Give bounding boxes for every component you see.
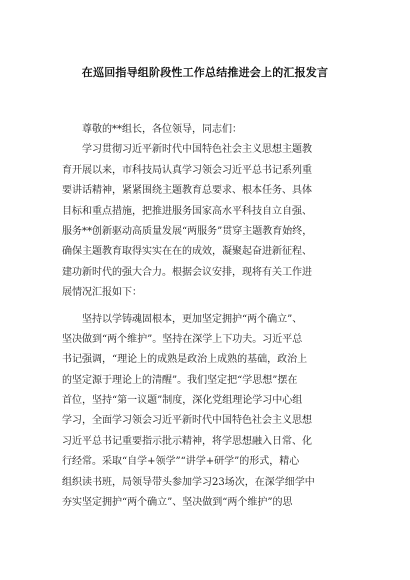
salutation-line: 尊敬的**组长，各位领导，同志们： [82, 124, 242, 135]
study-line-5: 首位，坚持“第一议题”制度，深化党组理论学习中心组 [62, 395, 303, 407]
study-line-10: 夯实坚定拥护“两个确立”、坚决做到“两个维护”的思 [62, 497, 293, 509]
intro-line-3: 要讲话精神，紧紧围绕主题教育总要求、根本任务、具体 [62, 185, 312, 197]
intro-line-2: 育开展以来，市科技局认真学习领会习近平总书记系列重 [62, 164, 312, 176]
study-paragraph [62, 310, 356, 514]
intro-paragraph [62, 140, 356, 303]
study-line-4: 的坚定源于理论上的清醒”。我们坚定把“学思想”摆在 [62, 374, 298, 386]
study-line-2: 坚决做到“两个维护”。坚持在深学上下功夫。习近平总 [62, 333, 303, 345]
intro-line-6: 确保主题教育取得实实在在的成效，凝聚起奋进新征程、 [62, 246, 312, 258]
salutation-paragraph [62, 120, 356, 140]
study-line-1: 坚持以学铸魂固根本，更加坚定拥护“两个确立”、 [82, 313, 303, 325]
intro-line-4: 目标和重点措施，把推进服务国家高水平科技自立自强、 [62, 205, 312, 217]
document-body [62, 120, 356, 513]
intro-line-8: 展情况汇报如下： [62, 287, 142, 299]
intro-line-7: 建功新时代的强大合力。根据会议安排，现将有关工作进 [62, 266, 312, 278]
study-line-6: 学习，全面学习领会习近平新时代中国特色社会主义思想 [62, 415, 312, 427]
document-title: 在巡回指导组阶段性工作总结推进会上的汇报发言 [81, 66, 329, 79]
intro-line-1: 学习贯彻习近平新时代中国特色社会主义思想主题教 [82, 144, 312, 156]
study-line-8: 行经常。采取“自学+领学”“讲学+研学”的形式，精心 [62, 456, 300, 468]
study-line-3: 书记强调，“理论上的成熟是政治上成熟的基础，政治上 [62, 354, 308, 366]
intro-line-5: 服务**创新驱动高质量发展“两服务”贯穿主题教育始终， [62, 225, 313, 237]
study-line-7: 习近平总书记重要指示批示精神，将学思想融入日常、化 [62, 435, 312, 447]
study-line-9: 组织读书班，局领导带头参加学习23场次，在深学细学中 [62, 476, 315, 488]
